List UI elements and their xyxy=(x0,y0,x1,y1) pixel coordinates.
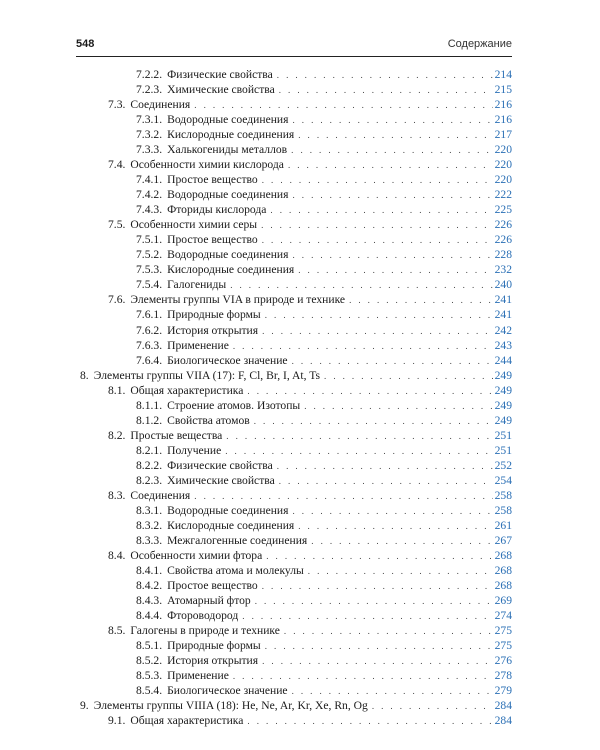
toc-entry-number: 8.1.2. xyxy=(136,413,163,427)
toc-entry[interactable] xyxy=(136,578,512,593)
toc-entry-number: 8.4.3. xyxy=(136,594,163,608)
toc-entry-title: Халькогениды металлов xyxy=(167,143,288,157)
toc-entry-title: Простое вещество xyxy=(167,173,258,187)
toc-entry-number: 7.5.3. xyxy=(136,263,163,277)
toc-entry-number: 7.6.4. xyxy=(136,353,163,367)
toc-entry-number: 7.6.3. xyxy=(136,338,163,352)
toc-entry-title: Кислородные соединения xyxy=(167,263,295,277)
toc-entry-title: Водородные соединения xyxy=(167,503,289,517)
toc-entry-title: Атомарный фтор xyxy=(167,594,251,608)
toc-entry-number: 8.3.2. xyxy=(136,518,163,532)
toc-dot-leader xyxy=(292,684,493,699)
toc-entry-title: История открытия xyxy=(167,323,259,337)
toc-entry-page-link[interactable]: 244 xyxy=(494,353,512,367)
toc-dot-leader xyxy=(266,549,492,564)
page-number: 548 xyxy=(76,38,95,50)
toc-entry-page-link[interactable]: 276 xyxy=(494,654,512,668)
toc-dot-leader xyxy=(372,699,493,714)
toc-entry-page-link[interactable]: 222 xyxy=(494,188,512,202)
toc-entry-title: Свойства атома и молекулы xyxy=(167,563,304,577)
toc-entry-title: Соединения xyxy=(130,488,191,502)
toc-entry[interactable] xyxy=(108,292,512,307)
toc-entry[interactable] xyxy=(136,353,512,368)
toc-dot-leader xyxy=(292,113,492,128)
toc-dot-leader xyxy=(265,639,493,654)
toc-entry-page-link[interactable]: 226 xyxy=(494,233,512,247)
toc-dot-leader xyxy=(261,218,493,233)
toc-entry-number: 8.4. xyxy=(108,548,126,562)
toc-entry[interactable] xyxy=(108,488,512,503)
toc-entry[interactable] xyxy=(136,187,512,202)
toc-entry-number: 8.1.1. xyxy=(136,398,163,412)
toc-dot-leader xyxy=(298,263,492,278)
toc-entry-number: 8.3.1. xyxy=(136,503,163,517)
toc-entry-title: Общая характеристика xyxy=(130,383,244,397)
toc-entry-title: Получение xyxy=(167,443,222,457)
toc-entry-title: Биологическое значение xyxy=(167,684,288,698)
toc-dot-leader xyxy=(262,654,493,669)
toc-entry-page-link[interactable]: 225 xyxy=(494,203,512,217)
toc-entry[interactable] xyxy=(136,518,512,533)
toc-entry[interactable] xyxy=(136,683,512,698)
toc-entry-title: Свойства атомов xyxy=(167,413,250,427)
toc-entry[interactable] xyxy=(136,142,512,157)
toc-entry[interactable] xyxy=(136,127,512,142)
toc-entry-page-link[interactable]: 241 xyxy=(494,308,512,322)
toc-entry-page-link[interactable]: 214 xyxy=(494,68,512,81)
toc-entry-page-link[interactable]: 267 xyxy=(494,533,512,547)
toc-entry-page-link[interactable]: 252 xyxy=(494,458,512,472)
toc-dot-leader xyxy=(194,98,492,113)
toc-dot-leader xyxy=(324,369,493,384)
toc-entry-page-link[interactable]: 249 xyxy=(494,368,512,382)
toc-dot-leader xyxy=(279,83,493,98)
toc-entry-page-link[interactable]: 254 xyxy=(494,473,512,487)
toc-entry[interactable] xyxy=(136,638,512,653)
toc-entry-number: 9.1. xyxy=(108,714,126,728)
toc-entry-page-link[interactable]: 216 xyxy=(494,98,512,112)
toc-entry-page-link[interactable]: 251 xyxy=(494,428,512,442)
toc-entry[interactable] xyxy=(108,217,512,232)
toc-entry-number: 7.6.1. xyxy=(136,308,163,322)
toc-entry-title: Водородные соединения xyxy=(167,248,289,262)
toc-dot-leader xyxy=(277,68,493,83)
toc-entry[interactable] xyxy=(136,262,512,277)
toc-entry-page-link[interactable]: 284 xyxy=(494,699,512,713)
toc-entry-title: Водородные соединения xyxy=(167,113,289,127)
toc-dot-leader xyxy=(279,474,493,489)
toc-entry-number: 8.5.2. xyxy=(136,654,163,668)
toc-entry-page-link[interactable]: 216 xyxy=(494,113,512,127)
toc-entry[interactable] xyxy=(136,247,512,262)
toc-dot-leader xyxy=(292,504,492,519)
toc-dot-leader xyxy=(277,459,493,474)
toc-entry-page-link[interactable]: 268 xyxy=(494,548,512,562)
toc-entry-number: 7.4. xyxy=(108,158,126,172)
running-head-title: Содержание xyxy=(447,38,512,50)
toc-entry[interactable] xyxy=(136,307,512,322)
toc-entry-number: 7.4.2. xyxy=(136,188,163,202)
toc-entry-page-link[interactable]: 275 xyxy=(494,624,512,638)
toc-dot-leader xyxy=(292,188,492,203)
toc-entry[interactable] xyxy=(136,533,512,548)
toc-entry-title: Общая характеристика xyxy=(130,714,244,728)
toc-dot-leader xyxy=(265,308,493,323)
toc-entry-number: 7.6. xyxy=(108,293,126,307)
toc-entry-title: Водородные соединения xyxy=(167,188,289,202)
toc-entry-number: 7.4.3. xyxy=(136,203,163,217)
toc-entry-title: Простые вещества xyxy=(130,428,223,442)
toc-entry-page-link[interactable]: 215 xyxy=(494,83,512,97)
toc-entry-page-link[interactable]: 242 xyxy=(494,323,512,337)
toc-entry[interactable] xyxy=(136,593,512,608)
toc-dot-leader xyxy=(308,564,493,579)
toc-entry-page-link[interactable]: 220 xyxy=(494,173,512,187)
toc-entry-page-link[interactable]: 269 xyxy=(494,594,512,608)
toc-entry-page-link[interactable]: 226 xyxy=(494,218,512,232)
toc-entry-number: 7.3.2. xyxy=(136,128,163,142)
toc-dot-leader xyxy=(242,609,492,624)
toc-entry-title: Галогены в природе и технике xyxy=(130,624,280,638)
toc-entry-page-link[interactable]: 243 xyxy=(494,338,512,352)
toc-entry-page-link[interactable]: 220 xyxy=(494,158,512,172)
toc-entry-number: 8.5.1. xyxy=(136,639,163,653)
toc-dot-leader xyxy=(255,594,493,609)
toc-entry-number: 7.2.3. xyxy=(136,83,163,97)
toc-entry-title: Фториды кислорода xyxy=(167,203,267,217)
toc-entry-page-link[interactable]: 279 xyxy=(494,684,512,698)
toc-dot-leader xyxy=(288,158,493,173)
toc-entry[interactable] xyxy=(136,443,512,458)
toc-entry[interactable] xyxy=(136,338,512,353)
toc-entry-number: 8.2. xyxy=(108,428,126,442)
toc-entry-number: 8.4.1. xyxy=(136,563,163,577)
toc-dot-leader xyxy=(233,339,493,354)
toc-entry[interactable] xyxy=(136,232,512,247)
toc-entry[interactable] xyxy=(136,668,512,683)
toc-entry-page-link[interactable]: 284 xyxy=(494,714,512,728)
toc-entry-number: 7.5.2. xyxy=(136,248,163,262)
toc-entry-title: Элементы группы VIA в природе и технике xyxy=(130,293,346,307)
toc-entry-number: 8.1. xyxy=(108,383,126,397)
toc-entry-page-link[interactable]: 274 xyxy=(494,609,512,623)
toc-dot-leader xyxy=(304,399,492,414)
toc-entry-number: 8.5.3. xyxy=(136,669,163,683)
toc-entry[interactable] xyxy=(108,97,512,112)
toc-entry-title: Строение атомов. Изотопы xyxy=(167,398,301,412)
toc-dot-leader xyxy=(284,624,493,639)
toc-entry-page-link[interactable]: 249 xyxy=(494,383,512,397)
toc-entry-page-link[interactable]: 275 xyxy=(494,639,512,653)
toc-entry-number: 8.5.4. xyxy=(136,684,163,698)
toc-dot-leader xyxy=(262,324,493,339)
toc-dot-leader xyxy=(311,534,492,549)
toc-entry-title: Химические свойства xyxy=(167,83,275,97)
toc-entry[interactable] xyxy=(108,713,512,728)
toc-dot-leader xyxy=(262,173,493,188)
toc-entry-page-link[interactable]: 241 xyxy=(494,293,512,307)
toc-entry[interactable] xyxy=(136,413,512,428)
toc-entry-title: Природные формы xyxy=(167,639,261,653)
toc-entry[interactable] xyxy=(136,172,512,187)
toc-dot-leader xyxy=(247,714,492,729)
toc-entry-page-link[interactable]: 240 xyxy=(494,278,512,292)
toc-entry-title: Особенности химии фтора xyxy=(130,548,263,562)
toc-entry[interactable] xyxy=(136,458,512,473)
toc-entry-title: Простое вещество xyxy=(167,233,258,247)
toc-entry[interactable] xyxy=(80,368,512,383)
toc-entry-number: 7.3.3. xyxy=(136,143,163,157)
toc-entry-number: 8.2.3. xyxy=(136,473,163,487)
toc-entry-title: Межгалогенные соединения xyxy=(167,533,308,547)
toc-entry-page-link[interactable]: 251 xyxy=(494,443,512,457)
toc-dot-leader xyxy=(262,233,493,248)
toc-entry[interactable] xyxy=(136,503,512,518)
toc-entry-title: Элементы группы VIIA (17): F, Cl, Br, I, At, Ts xyxy=(93,368,321,382)
toc-dot-leader xyxy=(262,579,493,594)
toc-entry-page-link[interactable]: 228 xyxy=(494,248,512,262)
toc-entry-number: 8. xyxy=(80,368,89,382)
toc-entry-number: 9. xyxy=(80,699,89,713)
toc-entry-title: Применение xyxy=(167,338,229,352)
toc-entry-page-link[interactable]: 258 xyxy=(494,503,512,517)
toc-entry-number: 8.3. xyxy=(108,488,126,502)
toc-entry-title: Кислородные соединения xyxy=(167,518,295,532)
toc-entry-title: История открытия xyxy=(167,654,259,668)
toc-dot-leader xyxy=(254,414,493,429)
toc-entry-number: 7.3.1. xyxy=(136,113,163,127)
toc-entry-title: Физические свойства xyxy=(167,458,273,472)
toc-entry[interactable] xyxy=(80,698,512,713)
toc-entry[interactable] xyxy=(108,428,512,443)
toc-entry-number: 7.5.4. xyxy=(136,278,163,292)
toc-entry[interactable] xyxy=(108,157,512,172)
toc-dot-leader xyxy=(225,444,492,459)
toc-entry[interactable] xyxy=(136,473,512,488)
toc-entry-title: Химические свойства xyxy=(167,473,275,487)
toc-entry-title: Соединения xyxy=(130,98,191,112)
toc-dot-leader xyxy=(194,489,492,504)
toc-entry-page-link[interactable]: 249 xyxy=(494,413,512,427)
toc-dot-leader xyxy=(230,278,492,293)
toc-entry-number: 7.2.2. xyxy=(136,68,163,81)
toc-dot-leader xyxy=(226,429,492,444)
toc-entry[interactable] xyxy=(136,323,512,338)
toc-entry-number: 8.5. xyxy=(108,624,126,638)
toc-entry-page-link[interactable]: 268 xyxy=(494,579,512,593)
toc-entry-number: 7.5. xyxy=(108,218,126,232)
toc-entry-title: Простое вещество xyxy=(167,579,258,593)
toc-entry-page-link[interactable]: 278 xyxy=(494,669,512,683)
toc-entry-number: 8.4.4. xyxy=(136,609,163,623)
toc-entry-page-link[interactable]: 268 xyxy=(494,563,512,577)
toc-entry-number: 8.4.2. xyxy=(136,579,163,593)
toc-entry-page-link[interactable]: 249 xyxy=(494,398,512,412)
toc-entry[interactable] xyxy=(136,277,512,292)
toc-entry-page-link[interactable]: 220 xyxy=(494,143,512,157)
toc-entry-number: 7.3. xyxy=(108,98,126,112)
toc-entry-title: Физические свойства xyxy=(167,68,273,81)
toc-dot-leader xyxy=(247,384,492,399)
toc-dot-leader xyxy=(291,143,492,158)
toc-entry-title: Кислородные соединения xyxy=(167,128,295,142)
toc-entry-title: Природные формы xyxy=(167,308,261,322)
toc-entry[interactable] xyxy=(136,82,512,97)
toc-dot-leader xyxy=(292,354,493,369)
toc-entry-title: Особенности химии серы xyxy=(130,218,258,232)
toc-entry[interactable] xyxy=(136,112,512,127)
toc-entry-title: Фтороводород xyxy=(167,609,239,623)
toc-dot-leader xyxy=(298,519,492,534)
toc-entry-page-link[interactable]: 217 xyxy=(494,128,512,142)
toc-entry-number: 7.6.2. xyxy=(136,323,163,337)
toc-entry[interactable] xyxy=(136,398,512,413)
toc-dot-leader xyxy=(270,203,492,218)
toc-entry-number: 8.2.2. xyxy=(136,458,163,472)
toc-entry[interactable] xyxy=(136,653,512,668)
toc-entry-number: 8.2.1. xyxy=(136,443,163,457)
toc-entry[interactable] xyxy=(136,608,512,623)
toc-entry-title: Биологическое значение xyxy=(167,353,288,367)
toc-entry[interactable] xyxy=(108,383,512,398)
toc-entry[interactable] xyxy=(136,563,512,578)
toc-dot-leader xyxy=(292,248,492,263)
toc-entry-title: Галогениды xyxy=(167,278,227,292)
toc-dot-leader xyxy=(349,293,493,308)
toc-entry-page-link[interactable]: 261 xyxy=(494,518,512,532)
toc-entry[interactable] xyxy=(136,202,512,217)
toc-entry-page-link[interactable]: 258 xyxy=(494,488,512,502)
toc-entry-title: Применение xyxy=(167,669,229,683)
toc-entry-number: 7.5.1. xyxy=(136,233,163,247)
toc-entry[interactable] xyxy=(108,548,512,563)
toc-entry-page-link[interactable]: 232 xyxy=(494,263,512,277)
toc-entry-number: 8.3.3. xyxy=(136,533,163,547)
toc-entry-number: 7.4.1. xyxy=(136,173,163,187)
toc-entry[interactable] xyxy=(136,67,512,82)
toc-entry-title: Особенности химии кислорода xyxy=(130,158,284,172)
toc-entry-title: Элементы группы VIIIA (18): He, Ne, Ar, Kr, Xe, Rn, Og xyxy=(93,699,368,713)
toc-entry[interactable] xyxy=(108,623,512,638)
toc-dot-leader xyxy=(233,669,493,684)
toc-dot-leader xyxy=(298,128,492,143)
